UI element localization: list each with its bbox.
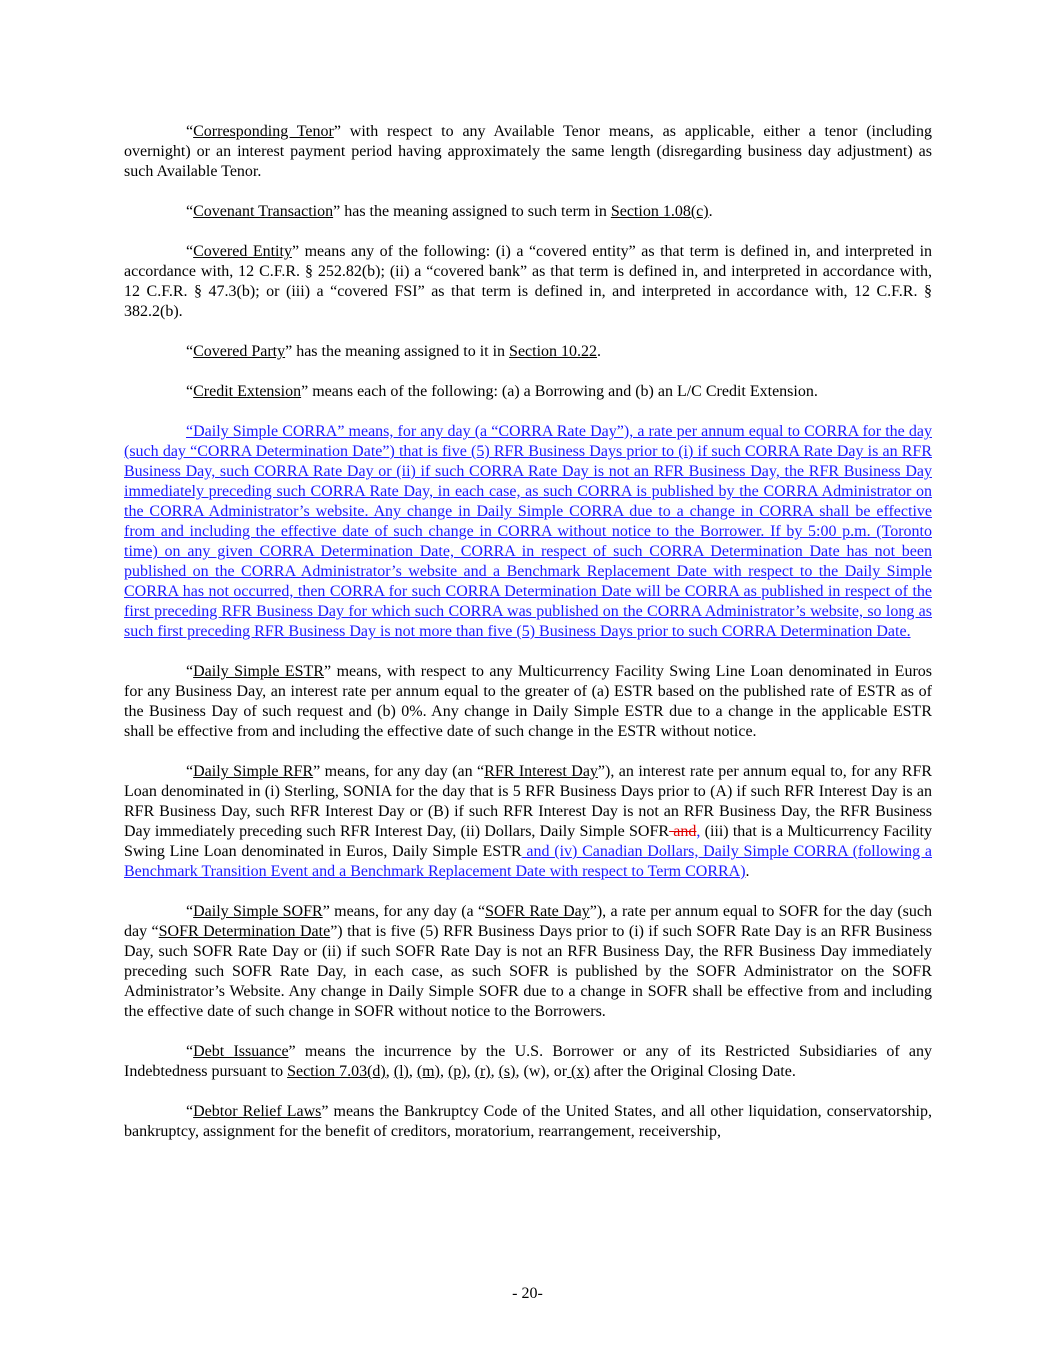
defined-term: Covered Entity [193,243,292,260]
defined-term: Daily Simple SOFR [193,903,323,920]
defined-term: Credit Extension [193,383,302,400]
section-reference: (r) [474,1063,491,1080]
definition-daily-simple-estr: “Daily Simple ESTR” means, with respect to any Multicurrency Facility Swing Line Loan denominated in Euros for any Business Day, an interest rate per annum equal to the greater of (a) ESTR based on the published rate of ESTR as of the Business Day of such request and (b) 0%. Any change in Daily Simple ESTR due to a change in the applicable ESTR shall be effective from and including the effective date of such change in the ESTR without notice. [124,663,933,740]
definition-covenant-transaction: “Covenant Transaction” has the meaning assigned to such term in Section 1.08(c). [186,203,713,220]
definition-covered-entity: “Covered Entity” means any of the following: (i) a “covered entity” as that term is defined in, and interpreted in accordance with, 12 C.F.R. § 252.82(b); (ii) a “covered bank” as that term is defined in, and interpreted in accordance with, 12 C.F.R. § 47.3(b); or (iii) a “covered FSI” as that term is defined in, and interpreted in accordance with, 12 C.F.R. § 382.2(b). [124,243,933,320]
defined-term: Debt Issuance [193,1043,289,1060]
section-reference: (p) [447,1063,467,1080]
defined-term: Debtor Relief Laws [193,1103,322,1120]
defined-term: SOFR Determination Date [158,923,331,940]
page-number: - 20- [512,1285,543,1302]
section-reference: (m) [416,1063,440,1080]
defined-term: Daily Simple RFR [193,763,314,780]
defined-term: Covered Party [193,343,286,360]
definition-corresponding-tenor: “Corresponding Tenor” with respect to any Available Tenor means, as applicable, either a tenor (including overnight) or an interest payment period having approximately the same length (disregarding business day adjustment) as such Available Tenor. [124,123,932,180]
section-reference: Section 7.03(d) [287,1063,386,1080]
defined-term: Daily Simple ESTR [193,663,325,680]
deleted-text: and [669,823,697,840]
definition-covered-party: “Covered Party” has the meaning assigned to it in Section 10.22. [186,343,602,360]
inserted-text: , [696,823,701,840]
section-reference: (x) [567,1063,590,1080]
section-reference: (l) [393,1063,409,1080]
section-reference: Section 10.22 [509,343,598,360]
definition-daily-simple-rfr: “Daily Simple RFR” means, for any day (an “RFR Interest Day”), an interest rate per annum equal to, for any RFR Loan denominated in (i) Sterling, SONIA for the day that is 5 RFR Business Days prior to (A) if such RFR Interest Day is an RFR Business Day, such RFR Interest Day or (B) if such RFR Interest Day is not an RFR Business Day, the RFR Business Day immediately preceding such RFR Interest Day, (ii) Dollars, Daily Simple SOFR and, (iii) that is a Multicurrency Facility Swing Line Loan denominated in Euros, Daily Simple ESTR and (iv) Canadian Dollars, Daily Simple CORRA (following a Benchmark Transition Event and a Benchmark Replacement Date with respect to Term CORRA). [124,763,933,880]
definition-daily-simple-sofr: “Daily Simple SOFR” means, for any day (a “SOFR Rate Day”), a rate per annum equal to SOFR for the day (such day “SOFR Determination Date”) that is five (5) RFR Business Days prior to (i) if such SOFR Rate Day is an RFR Business Day, such SOFR Rate Day or (ii) if such SOFR Rate Day is not an RFR Business Day, the RFR Business Day immediately preceding such SOFR Rate Day, in each case, as such SOFR is published by the SOFR Administrator on the SOFR Administrator’s Website. Any change in Daily Simple SOFR due to a change in SOFR shall be effective from and including the effective date of such change in SOFR without notice to the Borrowers. [124,903,933,1020]
defined-term: Covenant Transaction [193,203,334,220]
defined-term: RFR Interest Day [484,763,598,780]
section-reference: Section 1.08(c) [610,203,709,220]
definition-debtor-relief-laws: “Debtor Relief Laws” means the Bankruptcy Code of the United States, and all other liquidation, conservatorship, bankruptcy, assignment for the benefit of creditors, moratorium, rearrangement, receivership, [124,1103,932,1140]
defined-term: Corresponding Tenor [193,123,334,140]
section-reference: (s) [498,1063,516,1080]
inserted-text: “Daily Simple CORRA” means, for any day (a “CORRA Rate Day”), a rate per annum equal to CORRA for the day (such day “CORRA Determination Date”) that is five (5) RFR Business Days prior to (i) if such CORRA Rate Day is an RFR Business Day, such CORRA Rate Day or (ii) if such CORRA Rate Day is not an RFR Business Day, the RFR Business Day immediately preceding such CORRA Rate Day, in each case, as such CORRA is published by the CORRA Administrator on the CORRA Administrator’s website. Any change in Daily Simple CORRA due to a change in CORRA shall be effective from and including the effective date of such change in CORRA without notice to the Borrower. If by 5:00 p.m. (Toronto time) on any given CORRA Determination Date, CORRA in respect of such CORRA Determination Date has not been published on the CORRA Administrator’s website and a Benchmark Replacement Date with respect to the Daily Simple CORRA has not occurred, then CORRA for such CORRA Determination Date will be CORRA as published in respect of the first preceding RFR Business Day for which such CORRA was published on the CORRA Administrator’s website, so long as such first preceding RFR Business Day is not more than five (5) Business Days prior to such CORRA Determination Date. [124,423,932,640]
definition-debt-issuance: “Debt Issuance” means the incurrence by the U.S. Borrower or any of its Restricted Subsidiaries of any Indebtedness pursuant to Section 7.03(d), (l), (m), (p), (r), (s), (w), or (x) after the Original Closing Date. [124,1043,933,1080]
definitions-section [124,122,932,1162]
definition-daily-simple-corra-inserted [124,422,932,642]
defined-term: SOFR Rate Day [485,903,590,920]
inserted-text: and (iv) Canadian Dollars, Daily Simple CORRA (following a Benchmark Transition Event and a Benchmark Replacement Date with respect to Term CORRA) [124,843,932,880]
definition-credit-extension: “Credit Extension” means each of the following: (a) a Borrowing and (b) an L/C Credit Extension. [186,383,818,400]
